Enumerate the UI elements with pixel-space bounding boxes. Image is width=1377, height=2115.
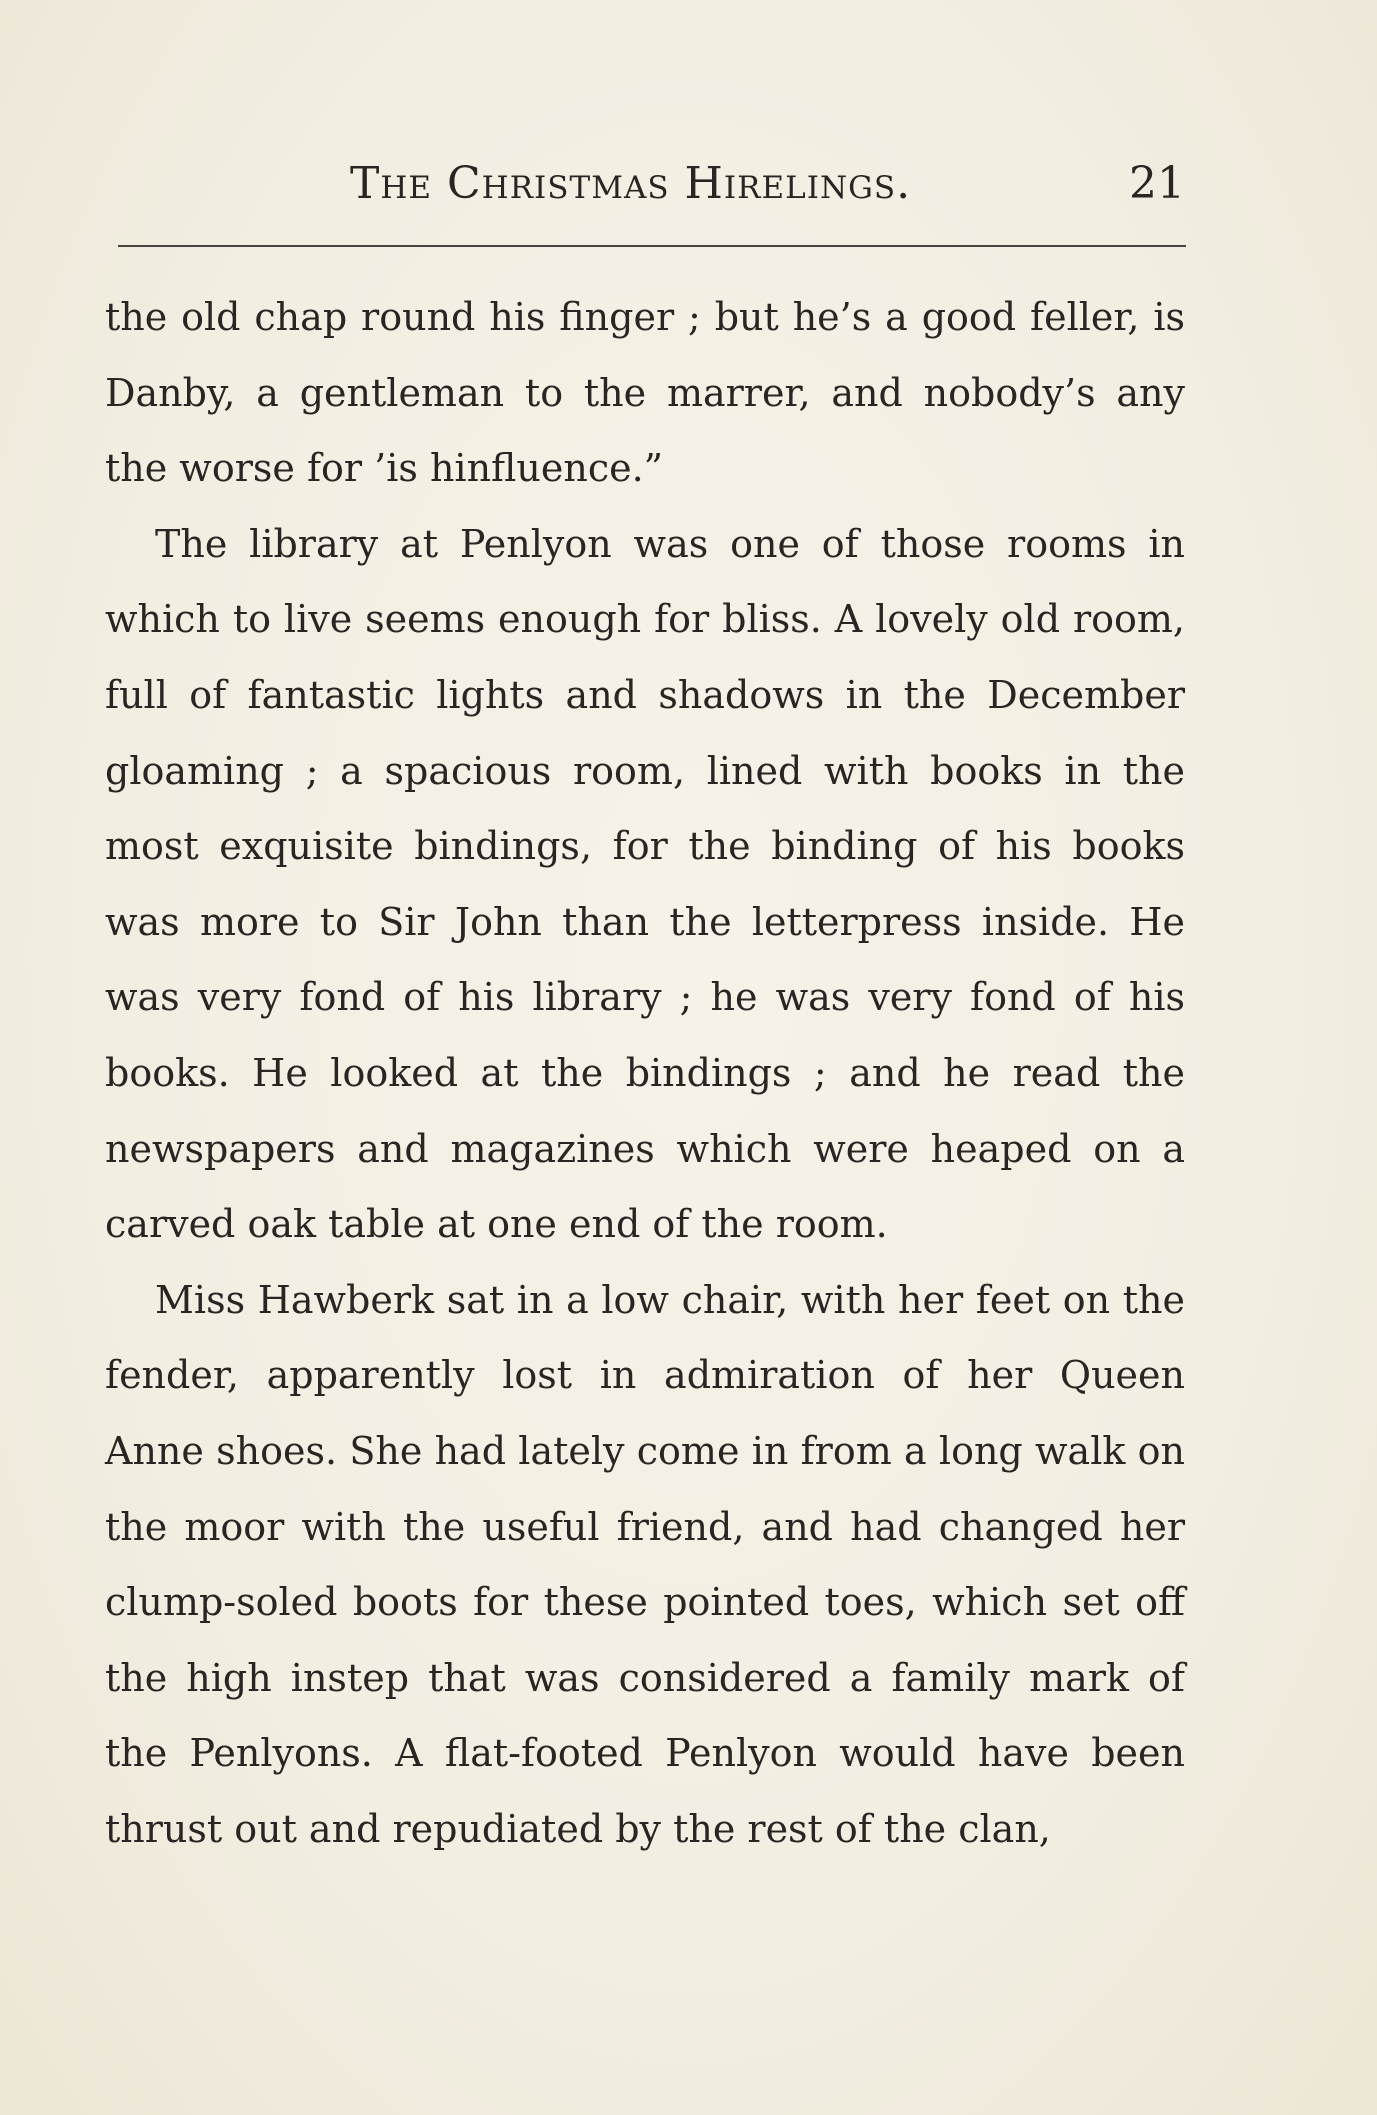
paragraph-continued: the old chap round his finger ; but he’s a good feller, is Danby, a gentleman to the marrer, and nobody’s any the worse for ’is hinfluence.” [105, 295, 1185, 491]
paragraph-miss-hawberk: Miss Hawberk sat in a low chair, with her feet on the fender, apparently lost in admiration of her Queen Anne shoes. She had lately come in from a long walk on the moor with the useful friend, and had changed her clump-soled boots for these pointed toes, which set off the high instep that was considered a family mark of the Penlyons. A flat-footed Penlyon would have been thrust out and repudiated by the rest of the clan, [105, 1277, 1185, 1851]
header-rule [118, 245, 1186, 247]
paragraph-library: The library at Penlyon was one of those rooms in which to live seems enough for bliss. A lovely old room, full of fantastic lights and shadows in the December gloaming ; a spacious room, lined with books in the most exquisite bindings, for the binding of his books was more to Sir John than the letterpress inside. He was very fond of his library ; he was very fond of his books. He looked at the bindings ; and he read the newspapers and magazines which were heaped on a carved oak table at one end of the room. [105, 521, 1185, 1247]
page-number: 21 [1129, 158, 1185, 209]
body-text [105, 280, 1185, 1867]
running-title: The Christmas Hirelings. [350, 158, 912, 209]
page-header [115, 150, 1185, 220]
